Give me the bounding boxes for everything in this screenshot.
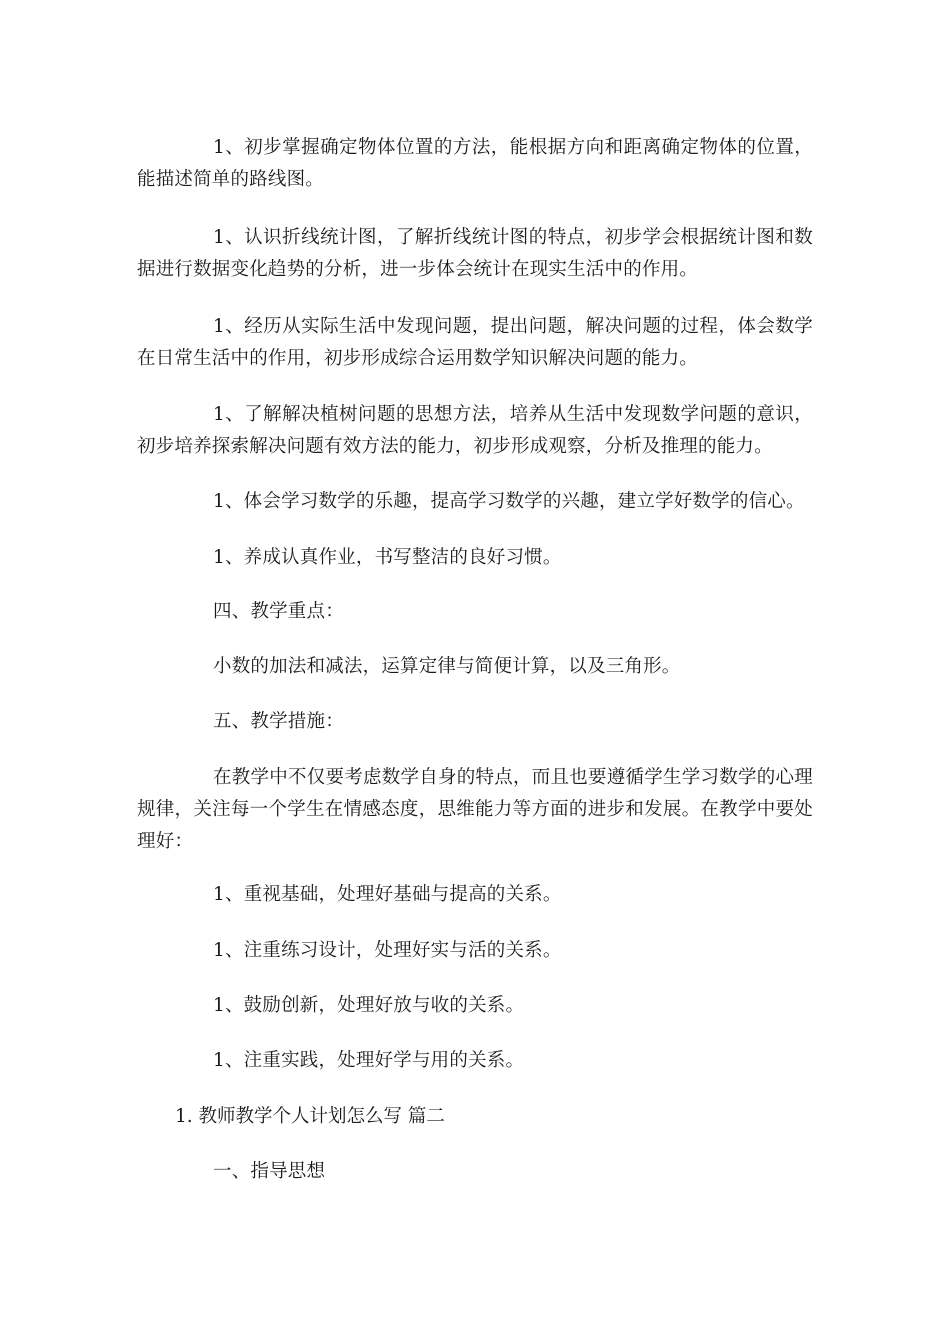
paragraph-key-points: 小数的加法和减法，运算定律与简便计算，以及三角形。 <box>213 656 681 677</box>
paragraph-measure-practice: 1、注重实践，处理好学与用的关系。 <box>213 1050 525 1071</box>
subheading-guiding-ideology: 一、指导思想 <box>213 1161 326 1182</box>
paragraph-teaching-measures: 在教学中不仅要考虑数学自身的特点，而且也要遵循学生学习数学的心理规律，关注每一个学生在情感态度，思维能力等方面的进步和发展。在教学中要处理好： <box>137 767 813 852</box>
paragraph-line-chart-goal: 1、认识折线统计图，了解折线统计图的特点，初步学会根据统计图和数据进行数据变化趋势的分析，进一步体会统计在现实生活中的作用。 <box>137 227 813 280</box>
paragraph-measure-foundation: 1、重视基础，处理好基础与提高的关系。 <box>213 884 562 905</box>
paragraph-interest-goal: 1、体会学习数学的乐趣，提高学习数学的兴趣，建立学好数学的信心。 <box>213 491 805 512</box>
paragraph-measure-practice-design: 1、注重练习设计，处理好实与活的关系。 <box>213 940 562 961</box>
heading-key-points: 四、教学重点： <box>213 601 344 622</box>
paragraph-position-goal: 1、初步掌握确定物体位置的方法，能根据方向和距离确定物体的位置，能描述简单的路线图。 <box>137 137 813 190</box>
section-heading: 1. 教师教学个人计划怎么写 篇二 <box>175 1106 445 1127</box>
paragraph-habit-goal: 1、养成认真作业，书写整洁的良好习惯。 <box>213 547 562 568</box>
heading-teaching-measures: 五、教学措施： <box>213 711 344 732</box>
paragraph-problem-solving-goal: 1、经历从实际生活中发现问题，提出问题，解决问题的过程，体会数学在日常生活中的作用，初步形成综合运用数学知识解决问题的能力。 <box>137 316 813 369</box>
paragraph-measure-innovation: 1、鼓励创新，处理好放与收的关系。 <box>213 995 525 1016</box>
paragraph-tree-planting-goal: 1、了解解决植树问题的思想方法，培养从生活中发现数学问题的意识，初步培养探索解决问题有效方法的能力，初步形成观察，分析及推理的能力。 <box>137 404 813 457</box>
